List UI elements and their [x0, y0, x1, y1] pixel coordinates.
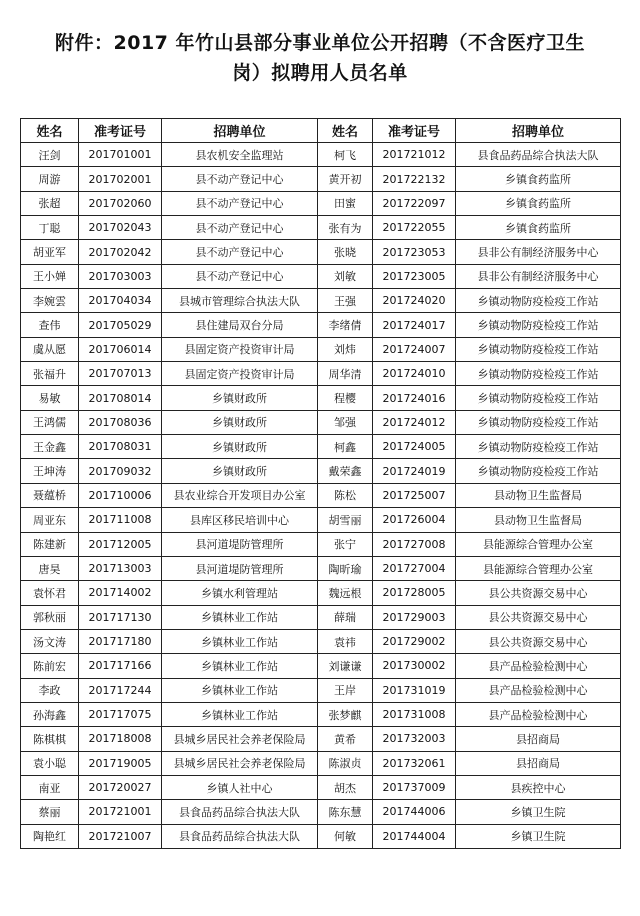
employer-cell: 县产品检验检测中心	[456, 702, 621, 726]
exam-id-cell: 201744004	[373, 824, 456, 848]
exam-id-cell: 201724005	[373, 435, 456, 459]
name-cell: 郭秋丽	[21, 605, 79, 629]
name-cell: 陈淑贞	[318, 751, 373, 775]
name-cell: 王小婵	[21, 264, 79, 288]
exam-id-cell: 201712005	[79, 532, 162, 556]
name-cell: 张超	[21, 191, 79, 215]
name-cell: 柯飞	[318, 143, 373, 167]
name-cell: 周亚东	[21, 508, 79, 532]
table-row	[21, 289, 621, 313]
exam-id-cell: 201718008	[79, 727, 162, 751]
employer-cell: 乡镇卫生院	[456, 800, 621, 824]
employer-cell: 县不动产登记中心	[162, 264, 318, 288]
name-cell: 柯鑫	[318, 435, 373, 459]
exam-id-cell: 201722132	[373, 167, 456, 191]
employer-cell: 县产品检验检测中心	[456, 654, 621, 678]
header-employer-left: 招聘单位	[162, 119, 318, 143]
table-row	[21, 264, 621, 288]
employer-cell: 乡镇动物防疫检疫工作站	[456, 289, 621, 313]
employer-cell: 县城乡居民社会养老保险局	[162, 751, 318, 775]
exam-id-cell: 201731008	[373, 702, 456, 726]
name-cell: 李绪倩	[318, 313, 373, 337]
exam-id-cell: 201717130	[79, 605, 162, 629]
table-row	[21, 313, 621, 337]
table-header-row	[21, 119, 621, 143]
exam-id-cell: 201702001	[79, 167, 162, 191]
employer-cell: 县非公有制经济服务中心	[456, 240, 621, 264]
header-exam-id-right: 准考证号	[373, 119, 456, 143]
name-cell: 戴荣鑫	[318, 459, 373, 483]
employer-cell: 乡镇动物防疫检疫工作站	[456, 435, 621, 459]
exam-id-cell: 201722055	[373, 216, 456, 240]
employer-cell: 县招商局	[456, 727, 621, 751]
exam-id-cell: 201702043	[79, 216, 162, 240]
exam-id-cell: 201706014	[79, 337, 162, 361]
employer-cell: 乡镇食药监所	[456, 191, 621, 215]
table-row	[21, 532, 621, 556]
employer-cell: 乡镇水利管理站	[162, 581, 318, 605]
table-row	[21, 459, 621, 483]
name-cell: 蔡丽	[21, 800, 79, 824]
employer-cell: 乡镇林业工作站	[162, 605, 318, 629]
table-row	[21, 751, 621, 775]
document-title	[0, 28, 640, 88]
employer-cell: 县住建局双台分局	[162, 313, 318, 337]
employer-cell: 县不动产登记中心	[162, 191, 318, 215]
exam-id-cell: 201726004	[373, 508, 456, 532]
name-cell: 袁小聪	[21, 751, 79, 775]
employer-cell: 县河道堤防管理所	[162, 532, 318, 556]
exam-id-cell: 201720027	[79, 775, 162, 799]
name-cell: 李婉雲	[21, 289, 79, 313]
employer-cell: 县农机安全监理站	[162, 143, 318, 167]
exam-id-cell: 201717180	[79, 629, 162, 653]
exam-id-cell: 201724010	[373, 362, 456, 386]
exam-id-cell: 201701001	[79, 143, 162, 167]
name-cell: 陶昕瑜	[318, 556, 373, 580]
employer-cell: 乡镇财政所	[162, 410, 318, 434]
exam-id-cell: 201713003	[79, 556, 162, 580]
employer-cell: 乡镇动物防疫检疫工作站	[456, 386, 621, 410]
employer-cell: 乡镇财政所	[162, 386, 318, 410]
exam-id-cell: 201725007	[373, 483, 456, 507]
exam-id-cell: 201710006	[79, 483, 162, 507]
table-row	[21, 727, 621, 751]
employer-cell: 县公共资源交易中心	[456, 629, 621, 653]
exam-id-cell: 201729003	[373, 605, 456, 629]
name-cell: 王强	[318, 289, 373, 313]
name-cell: 张福升	[21, 362, 79, 386]
table-row	[21, 556, 621, 580]
table-row	[21, 216, 621, 240]
name-cell: 袁祎	[318, 629, 373, 653]
exam-id-cell: 201708036	[79, 410, 162, 434]
name-cell: 周游	[21, 167, 79, 191]
name-cell: 刘敏	[318, 264, 373, 288]
employer-cell: 乡镇财政所	[162, 435, 318, 459]
name-cell: 易敏	[21, 386, 79, 410]
employer-cell: 乡镇食药监所	[456, 167, 621, 191]
header-name-right: 姓名	[318, 119, 373, 143]
table-row	[21, 702, 621, 726]
exam-id-cell: 201708031	[79, 435, 162, 459]
header-employer-right: 招聘单位	[456, 119, 621, 143]
exam-id-cell: 201732061	[373, 751, 456, 775]
table-row	[21, 775, 621, 799]
employer-cell: 乡镇林业工作站	[162, 629, 318, 653]
exam-id-cell: 201723053	[373, 240, 456, 264]
name-cell: 张晓	[318, 240, 373, 264]
title-line-2: 岗）拟聘用人员名单	[232, 62, 408, 84]
employer-cell: 县食品药品综合执法大队	[162, 800, 318, 824]
exam-id-cell: 201719005	[79, 751, 162, 775]
employer-cell: 乡镇林业工作站	[162, 702, 318, 726]
exam-id-cell: 201705029	[79, 313, 162, 337]
exam-id-cell: 201722097	[373, 191, 456, 215]
exam-id-cell: 201724020	[373, 289, 456, 313]
exam-id-cell: 201727004	[373, 556, 456, 580]
table-row	[21, 435, 621, 459]
employer-cell: 县能源综合管理办公室	[456, 532, 621, 556]
employer-cell: 乡镇食药监所	[456, 216, 621, 240]
table-row	[21, 167, 621, 191]
table-row	[21, 410, 621, 434]
table-row	[21, 362, 621, 386]
employer-cell: 县招商局	[456, 751, 621, 775]
employer-cell: 乡镇林业工作站	[162, 678, 318, 702]
table-row	[21, 191, 621, 215]
exam-id-cell: 201724016	[373, 386, 456, 410]
name-cell: 张梦麒	[318, 702, 373, 726]
name-cell: 查伟	[21, 313, 79, 337]
employer-cell: 县能源综合管理办公室	[456, 556, 621, 580]
employer-cell: 县河道堤防管理所	[162, 556, 318, 580]
name-cell: 汪剑	[21, 143, 79, 167]
exam-id-cell: 201727008	[373, 532, 456, 556]
name-cell: 胡雪丽	[318, 508, 373, 532]
name-cell: 黄开初	[318, 167, 373, 191]
name-cell: 张有为	[318, 216, 373, 240]
employer-cell: 县疾控中心	[456, 775, 621, 799]
name-cell: 陈松	[318, 483, 373, 507]
employer-cell: 县产品检验检测中心	[456, 678, 621, 702]
table-row	[21, 240, 621, 264]
name-cell: 薛瑞	[318, 605, 373, 629]
name-cell: 邹强	[318, 410, 373, 434]
exam-id-cell: 201702060	[79, 191, 162, 215]
exam-id-cell: 201728005	[373, 581, 456, 605]
name-cell: 聂蕴桥	[21, 483, 79, 507]
employer-cell: 县城乡居民社会养老保险局	[162, 727, 318, 751]
name-cell: 丁聪	[21, 216, 79, 240]
employer-cell: 县不动产登记中心	[162, 216, 318, 240]
exam-id-cell: 201702042	[79, 240, 162, 264]
table-row	[21, 581, 621, 605]
exam-id-cell: 201724012	[373, 410, 456, 434]
table-row	[21, 824, 621, 848]
table-row	[21, 483, 621, 507]
table-row	[21, 386, 621, 410]
table-row	[21, 605, 621, 629]
employer-cell: 县动物卫生监督局	[456, 483, 621, 507]
name-cell: 何敏	[318, 824, 373, 848]
employer-cell: 县固定资产投资审计局	[162, 337, 318, 361]
employer-cell: 县食品药品综合执法大队	[162, 824, 318, 848]
exam-id-cell: 201730002	[373, 654, 456, 678]
exam-id-cell: 201703003	[79, 264, 162, 288]
employer-cell: 县动物卫生监督局	[456, 508, 621, 532]
exam-id-cell: 201717244	[79, 678, 162, 702]
table-row	[21, 654, 621, 678]
name-cell: 王金鑫	[21, 435, 79, 459]
name-cell: 汤文涛	[21, 629, 79, 653]
exam-id-cell: 201717075	[79, 702, 162, 726]
employer-cell: 乡镇动物防疫检疫工作站	[456, 459, 621, 483]
name-cell: 刘炜	[318, 337, 373, 361]
employer-cell: 县公共资源交易中心	[456, 605, 621, 629]
exam-id-cell: 201707013	[79, 362, 162, 386]
name-cell: 魏远根	[318, 581, 373, 605]
name-cell: 陈东慧	[318, 800, 373, 824]
exam-id-cell: 201714002	[79, 581, 162, 605]
exam-id-cell: 201704034	[79, 289, 162, 313]
name-cell: 王岸	[318, 678, 373, 702]
exam-id-cell: 201711008	[79, 508, 162, 532]
name-cell: 张宁	[318, 532, 373, 556]
employer-cell: 乡镇动物防疫检疫工作站	[456, 410, 621, 434]
employer-cell: 县农业综合开发项目办公室	[162, 483, 318, 507]
employer-cell: 乡镇林业工作站	[162, 654, 318, 678]
exam-id-cell: 201731019	[373, 678, 456, 702]
table-row	[21, 337, 621, 361]
employer-cell: 乡镇卫生院	[456, 824, 621, 848]
employer-cell: 乡镇人社中心	[162, 775, 318, 799]
name-cell: 陈建新	[21, 532, 79, 556]
exam-id-cell: 201737009	[373, 775, 456, 799]
name-cell: 唐昊	[21, 556, 79, 580]
exam-id-cell: 201721012	[373, 143, 456, 167]
name-cell: 陶艳红	[21, 824, 79, 848]
name-cell: 王坤涛	[21, 459, 79, 483]
name-cell: 黄希	[318, 727, 373, 751]
employer-cell: 县不动产登记中心	[162, 240, 318, 264]
table-row	[21, 800, 621, 824]
table-row	[21, 678, 621, 702]
employer-cell: 县固定资产投资审计局	[162, 362, 318, 386]
name-cell: 周华清	[318, 362, 373, 386]
employer-cell: 县城市管理综合执法大队	[162, 289, 318, 313]
exam-id-cell: 201724019	[373, 459, 456, 483]
employer-cell: 县非公有制经济服务中心	[456, 264, 621, 288]
header-name-left: 姓名	[21, 119, 79, 143]
employer-cell: 县不动产登记中心	[162, 167, 318, 191]
name-cell: 虞从愿	[21, 337, 79, 361]
name-cell: 陈前宏	[21, 654, 79, 678]
name-cell: 袁怀君	[21, 581, 79, 605]
employer-cell: 县库区移民培训中心	[162, 508, 318, 532]
name-cell: 陈棋棋	[21, 727, 79, 751]
exam-id-cell: 201724007	[373, 337, 456, 361]
employer-cell: 县食品药品综合执法大队	[456, 143, 621, 167]
employer-cell: 乡镇动物防疫检疫工作站	[456, 337, 621, 361]
exam-id-cell: 201723005	[373, 264, 456, 288]
employer-cell: 乡镇动物防疫检疫工作站	[456, 362, 621, 386]
employer-cell: 乡镇动物防疫检疫工作站	[456, 313, 621, 337]
exam-id-cell: 201744006	[373, 800, 456, 824]
name-cell: 胡杰	[318, 775, 373, 799]
name-cell: 胡亚军	[21, 240, 79, 264]
table-body	[21, 143, 621, 849]
exam-id-cell: 201709032	[79, 459, 162, 483]
exam-id-cell: 201729002	[373, 629, 456, 653]
employer-cell: 乡镇财政所	[162, 459, 318, 483]
name-cell: 刘谦谦	[318, 654, 373, 678]
table-row	[21, 629, 621, 653]
table-row	[21, 508, 621, 532]
exam-id-cell: 201721001	[79, 800, 162, 824]
name-cell: 李政	[21, 678, 79, 702]
exam-id-cell: 201732003	[373, 727, 456, 751]
header-exam-id-left: 准考证号	[79, 119, 162, 143]
name-cell: 王鸿儒	[21, 410, 79, 434]
exam-id-cell: 201717166	[79, 654, 162, 678]
exam-id-cell: 201708014	[79, 386, 162, 410]
name-cell: 孙海鑫	[21, 702, 79, 726]
exam-id-cell: 201724017	[373, 313, 456, 337]
hiring-roster-table	[20, 118, 621, 849]
name-cell: 程樱	[318, 386, 373, 410]
table-row	[21, 143, 621, 167]
name-cell: 南亚	[21, 775, 79, 799]
exam-id-cell: 201721007	[79, 824, 162, 848]
name-cell: 田蜜	[318, 191, 373, 215]
employer-cell: 县公共资源交易中心	[456, 581, 621, 605]
title-line-1: 附件：2017 年竹山县部分事业单位公开招聘（不含医疗卫生	[55, 32, 585, 54]
